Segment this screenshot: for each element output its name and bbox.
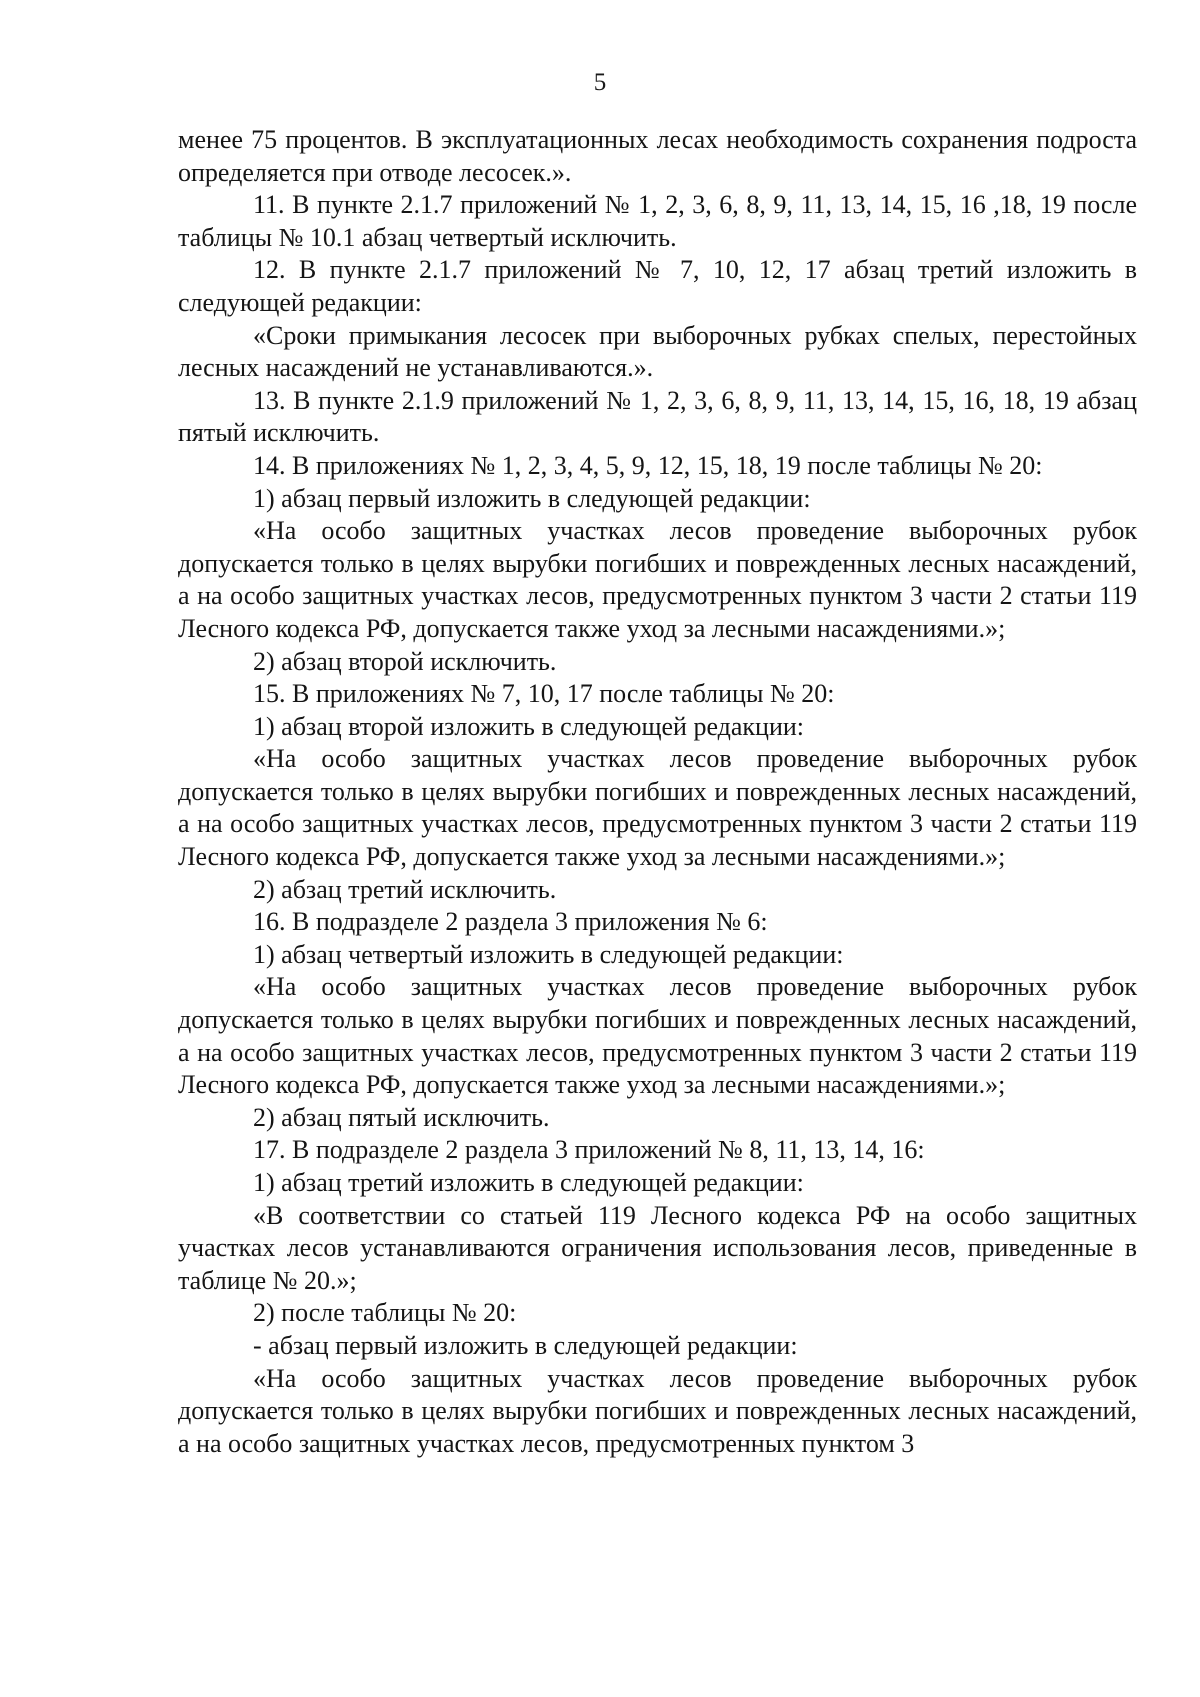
paragraph: «В соответствии со статьей 119 Лесного кодекса РФ на особо защитных участках лесов устанавливаются ограничения использования лесов, приведенные в таблице № 20.»; [178, 1200, 1137, 1295]
paragraph: 14. В приложениях № 1, 2, 3, 4, 5, 9, 12, 15, 18, 19 после таблицы № 20: [253, 450, 1043, 480]
paragraph: 2) абзац второй исключить. [253, 646, 557, 676]
paragraph: «На особо защитных участках лесов проведение выборочных рубок допускается только в целях вырубки погибших и поврежденных лесных насаждений, а на особо защитных участках лесов, предусмотренных пунктом 3 части 2 статьи 119 Лесного кодекса РФ, допускается также уход за лесными насаждениями.»; [178, 972, 1137, 1100]
paragraph: «На особо защитных участках лесов проведение выборочных рубок допускается только в целях вырубки погибших и поврежденных лесных насаждений, а на особо защитных участках лесов, предусмотренных пунктом 3 части 2 статьи 119 Лесного кодекса РФ, допускается также уход за лесными насаждениями.»; [178, 516, 1137, 643]
page-number: 5 [593, 69, 607, 96]
paragraph: 1) абзац четвертый изложить в следующей редакции: [253, 939, 844, 969]
paragraph: 1) абзац второй изложить в следующей редакции: [253, 711, 805, 741]
paragraph: 13. В пункте 2.1.9 приложений № 1, 2, 3, 6, 8, 9, 11, 13, 14, 15, 16, 18, 19 абзац пятый исключить. [178, 385, 1137, 448]
paragraph: «На особо защитных участках лесов проведение выборочных рубок допускается только в целях вырубки погибших и поврежденных лесных насаждений, а на особо защитных участках лесов, предусмотренных пунктом 3 [178, 1363, 1137, 1458]
paragraph: 2) абзац пятый исключить. [253, 1102, 550, 1132]
paragraph: «На особо защитных участках лесов проведение выборочных рубок допускается только в целях вырубки погибших и поврежденных лесных насаждений, а на особо защитных участках лесов, предусмотренных пунктом 3 части 2 статьи 119 Лесного кодекса РФ, допускается также уход за лесными насаждениями.»; [178, 744, 1137, 872]
paragraph: 2) после таблицы № 20: [253, 1298, 517, 1328]
paragraph: - абзац первый изложить в следующей редакции: [253, 1330, 798, 1360]
paragraph: 15. В приложениях № 7, 10, 17 после таблицы № 20: [253, 679, 835, 709]
paragraph: 1) абзац первый изложить в следующей редакции: [253, 483, 811, 513]
paragraph: 16. В подразделе 2 раздела 3 приложения № 6: [253, 907, 768, 937]
paragraph: «Сроки примыкания лесосек при выборочных рубках спелых, перестойных лесных насаждений не устанавливаются.». [178, 320, 1137, 383]
paragraph: 11. В пункте 2.1.7 приложений № 1, 2, 3, 6, 8, 9, 11, 13, 14, 15, 16 ,18, 19 после таблицы № 10.1 абзац четвертый исключить. [178, 190, 1137, 252]
document-body [178, 124, 1137, 1460]
paragraph: менее 75 процентов. В эксплуатационных лесах необходимость сохранения подроста определяется при отводе лесосек.». [178, 125, 1137, 187]
paragraph: 17. В подразделе 2 раздела 3 приложений № 8, 11, 13, 14, 16: [253, 1135, 925, 1165]
paragraph: 2) абзац третий исключить. [253, 874, 557, 904]
paragraph: 12. В пункте 2.1.7 приложений № 7, 10, 12, 17 абзац третий изложить в следующей редакции: [178, 255, 1137, 317]
paragraph: 1) абзац третий изложить в следующей редакции: [253, 1168, 804, 1197]
